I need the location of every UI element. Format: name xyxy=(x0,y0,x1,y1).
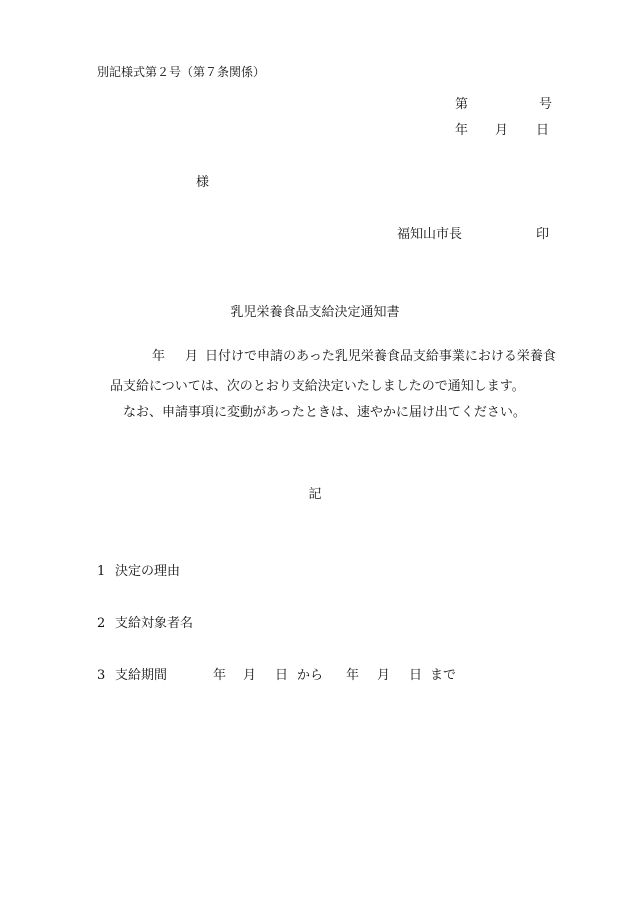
item-label: 決定の理由 xyxy=(115,564,181,579)
issuer-name: 福知山市長 xyxy=(397,227,463,242)
body-line3: なお、申請事項に変動があったときは、速やかに届け出てください。 xyxy=(123,405,526,420)
seal-mark: 印 xyxy=(536,227,550,242)
item-supply-period xyxy=(97,669,167,682)
period-from-year: 年 xyxy=(213,668,227,683)
body-line2: 品支給については、次のとおり支給決定いたしましたので通知します。 xyxy=(110,379,525,394)
period-to-label: まで xyxy=(430,668,457,683)
document-title: 乳児栄養食品支給決定通知書 xyxy=(230,305,400,320)
item-number: 2 xyxy=(97,616,106,631)
document-number-prefix: 第 xyxy=(455,97,469,112)
addressee-suffix: 様 xyxy=(196,175,210,190)
item-number: 1 xyxy=(97,564,106,579)
period-to-day: 日 xyxy=(409,668,423,683)
period-from-month: 月 xyxy=(243,668,257,683)
date-month: 月 xyxy=(495,123,509,138)
item-decision-reason xyxy=(97,565,180,578)
period-from-day: 日 xyxy=(275,668,289,683)
item-number: 3 xyxy=(97,668,106,683)
form-label: 別記様式第２号（第７条関係） xyxy=(97,65,266,79)
period-to-month: 月 xyxy=(377,668,391,683)
item-recipient-name xyxy=(97,617,193,630)
document-number-suffix: 号 xyxy=(539,97,553,112)
period-from-label: から xyxy=(297,668,324,683)
item-label: 支給対象者名 xyxy=(115,616,194,631)
item-label: 支給期間 xyxy=(115,668,168,683)
date-year: 年 xyxy=(455,123,469,138)
body-month: 月 xyxy=(185,349,199,364)
period-to-year: 年 xyxy=(346,668,360,683)
body-line1: 日付けで申請のあった乳児栄養食品支給事業における栄養食 xyxy=(205,349,556,364)
body-year: 年 xyxy=(152,349,166,364)
date-day: 日 xyxy=(536,123,550,138)
ki-heading: 記 xyxy=(308,487,322,502)
